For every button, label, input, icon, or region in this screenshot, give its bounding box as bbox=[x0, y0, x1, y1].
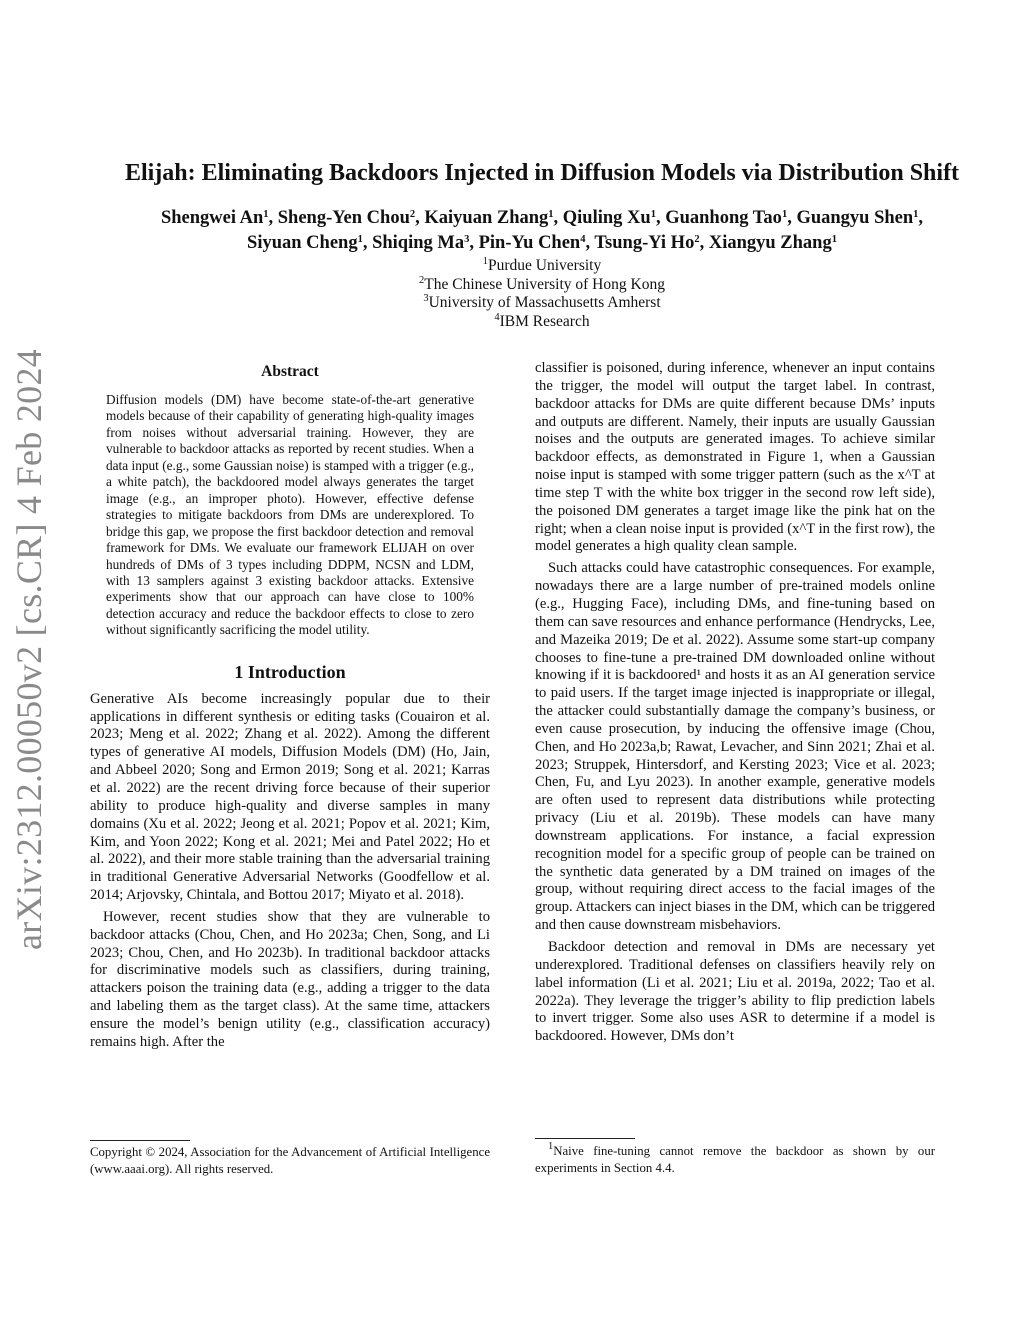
footnote-text: Naive fine-tuning cannot remove the backdoor as shown by our experiments in Section 4.4. bbox=[535, 1144, 935, 1175]
affiliation bbox=[60, 313, 1024, 332]
affil-name: Purdue University bbox=[488, 257, 602, 274]
affil-mark: 1 bbox=[482, 256, 488, 267]
footnote-rule-right bbox=[535, 1138, 635, 1139]
author-affil-mark: 1 bbox=[913, 209, 919, 220]
paragraph: Generative AIs become increasingly popular due to their applications in different synthesis or editing tasks (Couairon et al. 2023; Meng et al. 2022; Zhang et al. 2022). Among the different types of generative AI models, Diffusion Models (DM) (Ho, Jain, and Abbeel 2020; Song and Ermon 2019; Song et al. 2021; Karras et al. 2022) are the recent driving force because of their superior ability to produce high-quality and diverse samples in many domains (Xu et al. 2022; Jeong et al. 2021; Popov et al. 2021; Kim, Kim, and Yoon 2022; Kong et al. 2021; Mei and Patel 2022; Ho et al. 2022), and their more stable training than the adversarial training in traditional Generative Adversarial Networks (Goodfellow et al. 2014; Arjovsky, Chintala, and Bottou 2017; Miyato et al. 2018). bbox=[90, 690, 490, 904]
author-name: Pin-Yu Chen bbox=[478, 233, 581, 253]
paper-title: Elijah: Eliminating Backdoors Injected in Diffusion Models via Distribution Shift bbox=[124, 160, 960, 186]
author-affil-mark: 2 bbox=[409, 209, 416, 220]
author-name: Guangyu Shen bbox=[796, 208, 914, 228]
paragraph: Backdoor detection and removal in DMs are necessary yet underexplored. Traditional defenses on classifiers heavily rely on label information (Li et al. 2021; Liu et al. 2019a, 2022; Tao et al. 2022a). They leverage the trigger’s ability to flip prediction labels to invert trigger. Some also uses ASR to determine if a model is backdoored. However, DMs don’t bbox=[535, 939, 935, 1045]
author-affil-mark: 3 bbox=[464, 234, 470, 245]
affil-name: IBM Research bbox=[499, 312, 590, 330]
author-line-2: Siyuan Cheng$^1$, Shiqing Ma$^3$, Pin-Yu Chen$^4$, Tsung-Yi Ho$^2$, Xiangyu Zhang$^1$ bbox=[247, 233, 837, 253]
author-name: Guanhong Tao bbox=[665, 208, 782, 228]
paragraph: However, recent studies show that they are vulnerable to backdoor attacks (Chou, Chen, and Ho 2023a; Chen, Song, and Li 2023; Chou, Chen, and Ho 2023b). In traditional backdoor attacks for discriminative models such as classifiers, during training, attackers poison the training data (e.g., adding a trigger to the data and labeling them as the target class). At the same time, attackers ensure the model’s benign utility (e.g., classification accuracy) remains high. After the bbox=[90, 908, 490, 1050]
affiliation bbox=[60, 276, 1024, 295]
arxiv-identifier: arXiv:2312.00050v2 [cs.CR] 4 Feb 2024 bbox=[9, 348, 49, 950]
author-name: Xiangyu Zhang bbox=[708, 233, 832, 253]
author-name: Sheng-Yen Chou bbox=[277, 208, 410, 228]
author-affil-mark: 1 bbox=[650, 209, 656, 220]
author-line-1: Shengwei An$^1$, Sheng-Yen Chou$^2$, Kaiyuan Zhang$^1$, Qiuling Xu$^1$, Guanhong Tao$^1$, Guangyu Shen$^1$, bbox=[160, 208, 924, 228]
author-affil-mark: 1 bbox=[357, 234, 363, 245]
author-name: Shiqing Ma bbox=[372, 233, 465, 253]
author-affil-mark: 1 bbox=[781, 209, 788, 220]
author-name: Shengwei An bbox=[160, 208, 264, 228]
affil-mark: 2 bbox=[419, 274, 425, 286]
author-name: Tsung-Yi Ho bbox=[594, 233, 695, 253]
abstract-heading: Abstract bbox=[261, 363, 319, 380]
affiliation bbox=[60, 257, 1024, 276]
footnote-1 bbox=[535, 1143, 935, 1176]
footnote-mark: 1 bbox=[548, 1141, 554, 1152]
author-name: Siyuan Cheng bbox=[247, 233, 358, 253]
author-affil-mark: 1 bbox=[263, 209, 269, 220]
author-list bbox=[60, 206, 1024, 256]
left-column bbox=[90, 360, 490, 1052]
intro-body-left bbox=[90, 691, 490, 1052]
affil-mark: 4 bbox=[494, 311, 500, 323]
paragraph: Such attacks could have catastrophic consequences. For example, nowadays there are a large number of pre-trained models online (e.g., Hugging Face), including DMs, and fine-tuning based on them can save resources and enhance performance (Hendrycks, Lee, and Mazeika 2019; De et al. 2022). Assume some start-up company chooses to fine-tune a pre-trained DM downloaded online without knowing if it is backdoored¹ and hosts it as an AI generation service to paid users. If the target image injected is inappropriate or illegal, the attacker could substantially damage the company’s business, or even cause prosecution, by inducing the offensive image (Chou, Chen, and Ho 2023a,b; Rawat, Levacher, and Sinn 2021; Zhai et al. 2023; Struppek, Hintersdorf, and Kersting 2023; Vice et al. 2023; Chen, Fu, and Lyu 2023). In another example, generative models are often used to represent data distributions while protecting privacy (Liu et al. 2019b). These models can have many downstream applications. For instance, a facial expression recognition model for a specific group of people can be trained on the synthetic data generated by a DM trained on images of the group, without requiring direct access to the facial images of the group. Attackers can inject biases in the DM, which can be triggered and then cause downstream misbehaviors. bbox=[535, 560, 935, 934]
affil-mark: 3 bbox=[423, 293, 429, 304]
footnote-rule-left bbox=[90, 1140, 190, 1141]
section-heading-introduction: 1 Introduction bbox=[234, 661, 346, 682]
author-name: Qiuling Xu bbox=[562, 208, 651, 228]
intro-body-right bbox=[535, 360, 935, 1046]
affiliation bbox=[60, 294, 1024, 313]
paragraph: classifier is poisoned, during inference, whenever an input contains the trigger, the model will output the target label. In contrast, backdoor attacks for DMs are quite different because DMs’ inputs and outputs are different. Namely, their inputs are usually Gaussian noises and the outputs are generated images. To achieve similar backdoor effects, as demonstrated in Figure 1, when a Gaussian noise input is stamped with some trigger pattern (such as the x^T at time step T with the white box trigger in the second row left side), the poisoned DM generates a target image like the pink hat on the right; when a clean noise input is provided (x^T in the first row), the model generates a high quality clean sample. bbox=[535, 360, 935, 555]
affil-name: The Chinese University of Hong Kong bbox=[424, 275, 665, 293]
author-affil-mark: 2 bbox=[694, 234, 700, 245]
abstract-text: Diffusion models (DM) have become state-of-the-art generative models because of their capability of generating high-quality images from noises without adversarial training. However, they are vulnerable to backdoor attacks as reported by recent studies. When a data input (e.g., some Gaussian noise) is stamped with a trigger (e.g., a white patch), the backdoored model always generates the target image (e.g., an improper photo). However, effective defense strategies to mitigate backdoors from DMs are underexplored. To bridge this gap, we propose the first backdoor detection and removal framework for DMs. We evaluate our framework ELIJAH on over hundreds of DMs of 3 types including DDPM, NCSN and LDM, with 13 samplers against 3 existing backdoor attacks. Extensive experiments show that our approach can have close to 100% detection accuracy and reduce the backdoor effects to close to zero without significantly sacrificing the model utility. bbox=[106, 392, 474, 638]
right-column bbox=[535, 360, 935, 1046]
author-affil-mark: 1 bbox=[831, 234, 837, 245]
copyright-notice: Copyright © 2024, Association for the Advancement of Artificial Intelligence (www.aaai.org). All rights reserved. bbox=[90, 1145, 490, 1176]
affiliations bbox=[60, 257, 1024, 331]
affil-name: University of Massachusetts Amherst bbox=[428, 294, 661, 311]
author-affil-mark: 4 bbox=[580, 234, 586, 245]
author-name: Kaiyuan Zhang bbox=[424, 208, 549, 228]
author-affil-mark: 1 bbox=[548, 209, 554, 220]
